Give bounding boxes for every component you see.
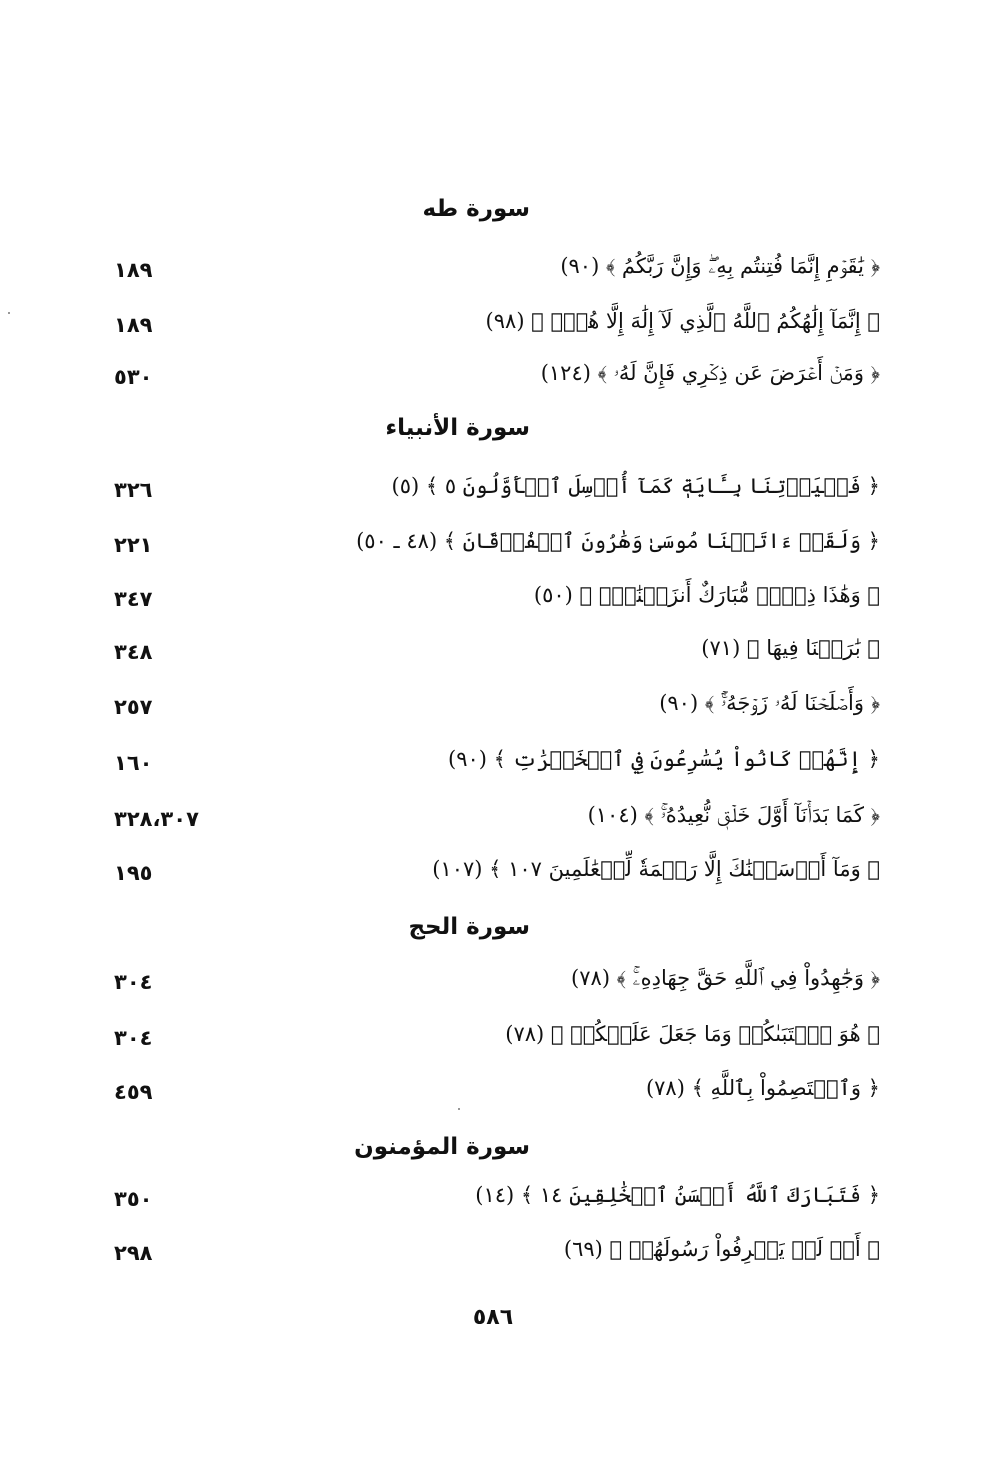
verse-text: ﴿ وَمَنۡ أَعۡرَضَ عَن ذِكۡرِي فَإِنَّ لَهُۥ ﴾ (١٢٤) bbox=[540, 361, 880, 385]
page-reference: ٥٣٠ bbox=[114, 365, 153, 389]
page-reference: ١٨٩ bbox=[114, 258, 153, 282]
section-heading-anbiya: سورة الأنبياء bbox=[385, 415, 530, 441]
index-entry bbox=[100, 736, 880, 782]
verse-text: ﴿ هُوَ ٱجۡتَبَىٰكُمۡ وَمَا جَعَلَ عَلَيۡكُمۡ ﴾ (٧٨) bbox=[505, 1022, 880, 1046]
section-heading-hajj: سورة الحج bbox=[408, 914, 530, 940]
verse-text: ﴿ فَلۡيَأۡتِنَا بِـَٔايَةٖ كَمَآ أُرۡسِلَ ٱلۡأَوَّلُونَ ٥ ﴾ (٥) bbox=[391, 474, 880, 498]
index-entry bbox=[100, 298, 880, 344]
page-reference: ٢٢١ bbox=[114, 533, 153, 557]
verse-text: ﴿ وَجَٰهِدُواْ فِي ٱللَّهِ حَقَّ جِهَادِهِۦۚ ﴾ (٧٨) bbox=[571, 966, 880, 990]
verse-text: ﴿ أَمۡ لَمۡ يَعۡرِفُواْ رَسُولَهُمۡ ﴾ (٦٩) bbox=[563, 1237, 880, 1261]
page-number: ٥٨٦ bbox=[472, 1305, 514, 1330]
verse-text: ﴿ كَمَا بَدَأۡنَآ أَوَّلَ خَلۡقٖ نُّعِيدُهُۥۚ ﴾ (١٠٤) bbox=[587, 803, 880, 827]
index-entry bbox=[100, 1065, 880, 1111]
page-reference: ٤٥٩ bbox=[114, 1080, 153, 1104]
page-reference: ٣٠٤ bbox=[114, 1026, 153, 1050]
verse-text: ﴿ إِنَّمَآ إِلَٰهُكُمُ ٱللَّهُ ٱلَّذِي لَآ إِلَٰهَ إِلَّا هُوَۚ ﴾ (٩٨) bbox=[485, 309, 880, 333]
index-entry bbox=[100, 243, 880, 289]
page-reference: ١٦٠ bbox=[114, 751, 153, 775]
index-entry bbox=[100, 463, 880, 509]
index-entry bbox=[100, 680, 880, 726]
verse-text: ﴿ فَتَبَارَكَ ٱللَّهُ أَحۡسَنُ ٱلۡخَٰلِقِينَ ١٤ ﴾ (١٤) bbox=[475, 1183, 880, 1207]
verse-text: ﴿ وَلَقَدۡ ءَاتَيۡنَا مُوسَىٰ وَهَٰرُونَ ٱلۡفُرۡقَانَ ﴾ (٤٨ ـ ٥٠) bbox=[356, 529, 880, 553]
index-entry bbox=[100, 1226, 880, 1272]
section-heading-muminun: سورة المؤمنون bbox=[354, 1134, 530, 1160]
verse-text: ﴿ وَمَآ أَرۡسَلۡنَٰكَ إِلَّا رَحۡمَةٗ لِّلۡعَٰلَمِينَ ١٠٧ ﴾ (١٠٧) bbox=[432, 857, 880, 881]
index-entry bbox=[100, 955, 880, 1001]
index-entry bbox=[100, 1011, 880, 1057]
index-entry bbox=[100, 625, 880, 671]
page-reference: ٢٥٧ bbox=[114, 695, 153, 719]
page-reference: ٣٤٨ bbox=[114, 640, 153, 664]
verse-text: ﴿ بَٰرَكۡنَا فِيهَا ﴾ (٧١) bbox=[701, 636, 880, 660]
page-reference: ٣٢٦ bbox=[114, 478, 153, 502]
index-entry bbox=[100, 792, 880, 838]
scan-speck bbox=[458, 1108, 460, 1110]
index-entry bbox=[100, 846, 880, 892]
index-entry bbox=[100, 350, 880, 396]
page-reference: ٣٢٨،٣٠٧ bbox=[114, 807, 199, 831]
scan-speck bbox=[8, 312, 10, 314]
page-reference: ١٩٥ bbox=[114, 861, 153, 885]
verse-text: ﴿ وَهَٰذَا ذِكۡرٞ مُّبَارَكٌ أَنزَلۡنَٰهُۚ ﴾ (٥٠) bbox=[533, 583, 880, 607]
page-reference: ٣٥٠ bbox=[114, 1187, 153, 1211]
page-reference: ٣٤٧ bbox=[114, 587, 153, 611]
verse-text: ﴿ وَأَصۡلَحۡنَا لَهُۥ زَوۡجَهُۥٓۚ ﴾ (٩٠) bbox=[659, 691, 880, 715]
verse-text: ﴿ إِنَّهُمۡ كَانُواْ يُسَٰرِعُونَ فِي ٱلۡخَيۡرَٰتِ ﴾ (٩٠) bbox=[447, 747, 880, 771]
section-heading-taha: سورة طه bbox=[422, 196, 530, 222]
page-reference: ٢٩٨ bbox=[114, 1241, 153, 1265]
index-entry bbox=[100, 1172, 880, 1218]
verse-text: ﴿ وَٱعۡتَصِمُواْ بِٱللَّهِ ﴾ (٧٨) bbox=[645, 1076, 880, 1100]
page-reference: ٣٠٤ bbox=[114, 970, 153, 994]
verse-text: ﴿ يَٰقَوۡمِ إِنَّمَا فُتِنتُم بِهِۦۖ وَإِنَّ رَبَّكُمُ ﴾ (٩٠) bbox=[560, 254, 880, 278]
index-entry bbox=[100, 518, 880, 564]
index-entry bbox=[100, 572, 880, 618]
page-reference: ١٨٩ bbox=[114, 313, 153, 337]
